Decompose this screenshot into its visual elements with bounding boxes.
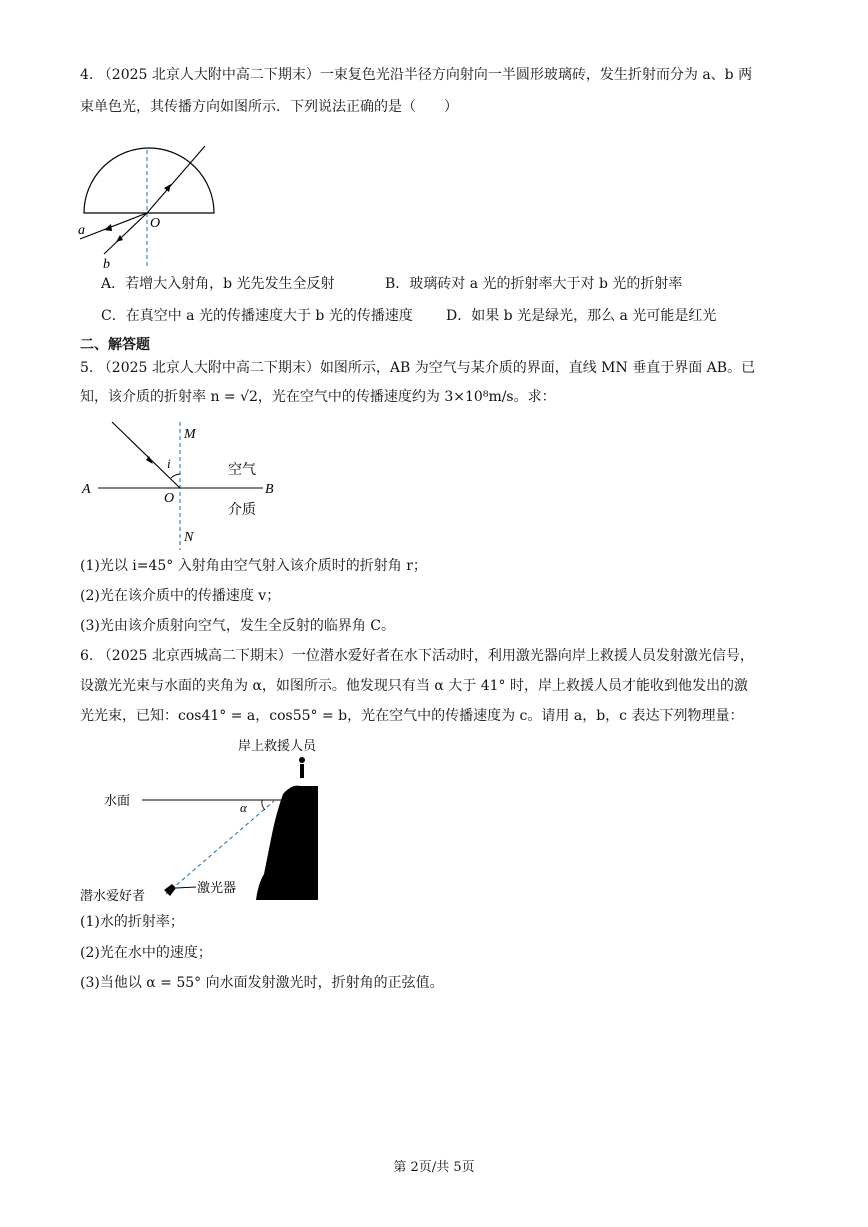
q5-sub3: (3)光由该介质射向空气，发生全反射的临界角 C。 [80, 618, 395, 634]
label-air: 空气 [228, 463, 256, 478]
angle-alpha-arc [262, 800, 265, 810]
laser-pointer-line [176, 887, 196, 888]
incident-arrow [164, 184, 171, 192]
q4-option-d: D．如果 b 光是绿光，那么 a 光可能是红光 [446, 308, 717, 324]
incident-arrow [146, 456, 153, 464]
label-a: A [82, 482, 91, 497]
q6-figure [78, 734, 328, 904]
cliff [256, 786, 318, 900]
ray-a-arrow [104, 224, 112, 231]
q6-stem-line2: 设激光光束与水面的夹角为 α，如图所示。他发现只有当 α 大于 41° 时，岸上救援人员才能收到他发出的激 [80, 678, 748, 694]
q6-stem-line3: 光光束，已知：cos41° = a，cos55° = b，光在空气中的传播速度为 c。请用 a，b，c 表达下列物理量： [80, 708, 744, 724]
q4-stem-line1: 4. （2025 北京人大附中高二下期末）一束复色光沿半径方向射向一半圆形玻璃砖，发生折射而分为 a、b 两 [80, 67, 753, 83]
q4-option-c: C．在真空中 a 光的传播速度大于 b 光的传播速度 [101, 308, 413, 324]
q4-figure [74, 142, 224, 270]
q5-figure [78, 416, 288, 556]
incident-ray [147, 146, 205, 213]
angle-i-arc [171, 474, 180, 478]
section-title: 二、解答题 [80, 337, 150, 353]
page-footer: 第 2页/共 5页 [393, 1160, 475, 1175]
label-m: M [184, 427, 196, 442]
label-o: O [164, 491, 175, 506]
q5-sub2: (2)光在该介质中的传播速度 v； [80, 588, 281, 604]
ray-b-arrow [116, 235, 123, 242]
label-o: O [150, 216, 161, 231]
label-n: N [184, 530, 194, 545]
rescuer-head [299, 757, 305, 763]
q6-sub3: (3)当他以 α = 55° 向水面发射激光时，折射角的正弦值。 [80, 975, 444, 991]
q4-option-b: B．玻璃砖对 a 光的折射率大于对 b 光的折射率 [385, 276, 683, 292]
label-i: i [167, 456, 171, 471]
label-rescuer: 岸上救援人员 [238, 738, 317, 753]
label-alpha: α [240, 800, 247, 815]
diver [164, 884, 176, 896]
label-laser: 激光器 [197, 880, 237, 895]
label-b: b [103, 257, 110, 270]
q6-sub1: (1)水的折射率； [80, 914, 184, 930]
q6-sub2: (2)光在水中的速度； [80, 945, 212, 961]
label-a: a [78, 223, 85, 238]
ray-a [80, 213, 147, 239]
q5-stem-line2: 知，该介质的折射率 n = √2，光在空气中的传播速度约为 3×10⁸m/s。求： [80, 389, 556, 405]
q5-sub1: (1)光以 i=45° 入射角由空气射入该介质时的折射角 r； [80, 558, 427, 574]
incident-ray [112, 422, 180, 488]
label-b: B [265, 482, 274, 497]
q5-stem-line1: 5. （2025 北京人大附中高二下期末）如图所示，AB 为空气与某介质的界面，直线 MN 垂直于界面 AB。已 [80, 360, 756, 376]
rescuer-body [300, 764, 304, 778]
label-medium: 介质 [228, 503, 256, 518]
label-diver: 潜水爱好者 [80, 888, 146, 903]
q6-stem-line1: 6. （2025 北京西城高二下期末）一位潜水爱好者在水下活动时，利用激光器向岸上救援人员发射激光信号， [80, 648, 754, 664]
label-water: 水面 [104, 793, 131, 808]
q4-option-a: A．若增大入射角，b 光先发生全反射 [101, 276, 335, 292]
q4-stem-line2: 束单色光，其传播方向如图所示．下列说法正确的是（ ） [80, 99, 458, 115]
ray-b [104, 213, 147, 254]
